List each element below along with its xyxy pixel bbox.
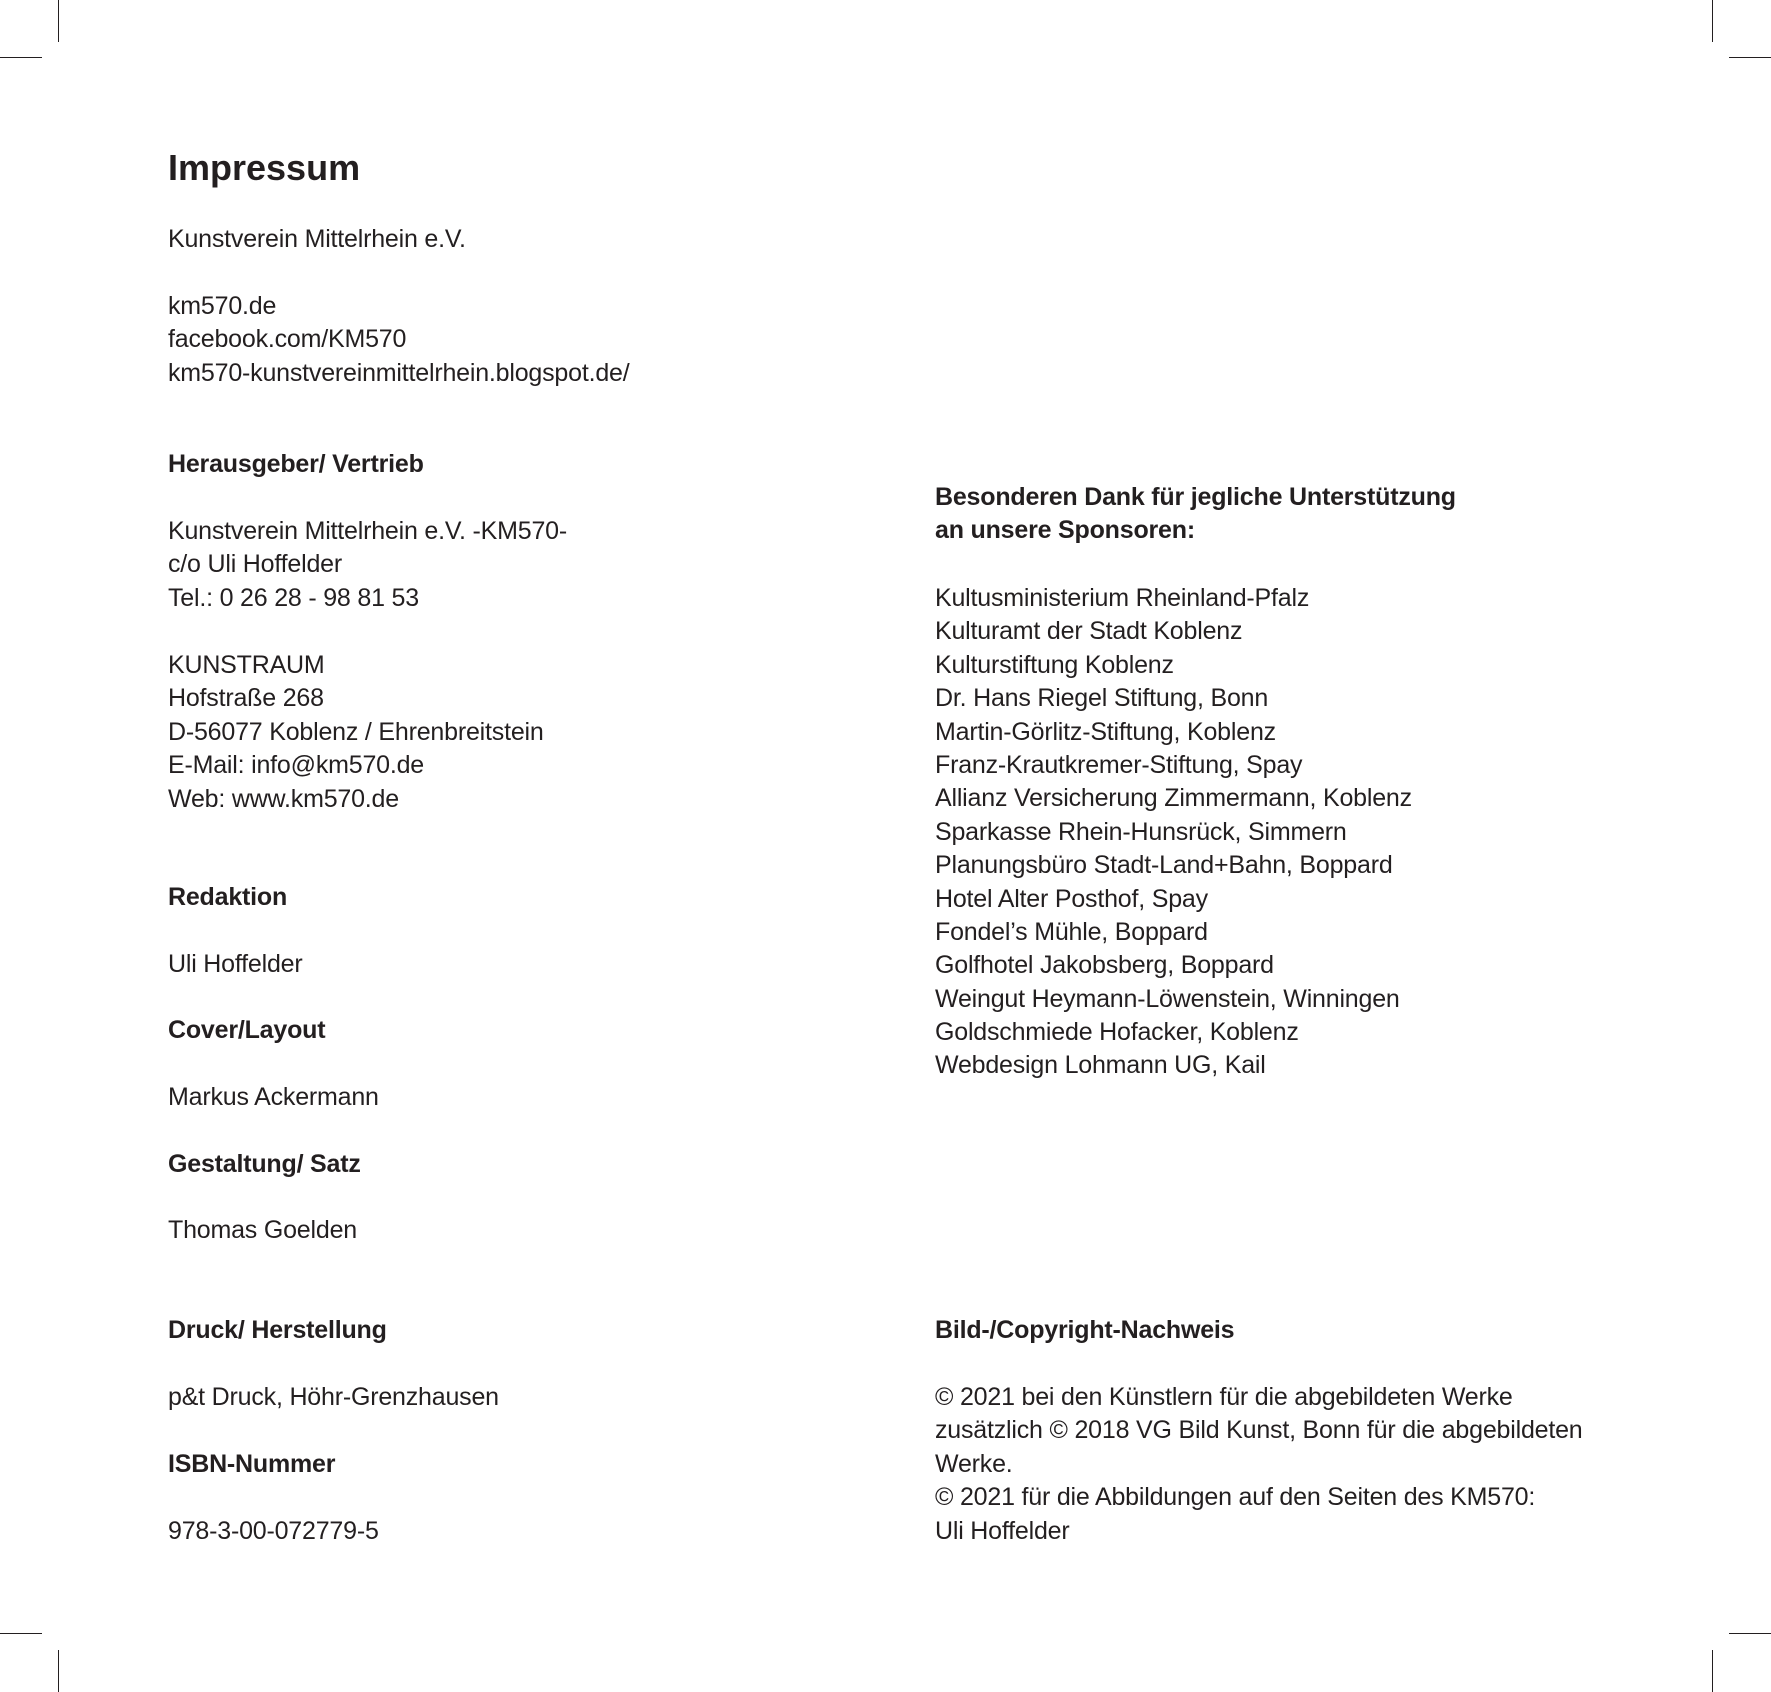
sponsor-item: Hotel Alter Posthof, Spay — [935, 884, 1208, 913]
web-link[interactable]: Web: www.km570.de — [168, 784, 399, 813]
editorial-value-block — [168, 948, 303, 981]
sponsor-item: Kultusministerium Rheinland-Pfalz — [935, 584, 1310, 612]
sponsor-item: Fondel’s Mühle, Boppard — [935, 917, 1208, 946]
sponsors-heading: Besonderen Dank für jegliche Unterstützung — [935, 483, 1456, 511]
org-name: Kunstverein Mittelrhein e.V. — [168, 225, 466, 253]
crop-mark-bottom-left-horizontal — [0, 1633, 42, 1634]
address-line: KUNSTRAUM — [168, 651, 325, 679]
sponsors-heading: an unsere Sponsoren: — [935, 516, 1195, 545]
copyright-line: zusätzlich © 2018 VG Bild Kunst, Bonn für die abgebildeten — [935, 1416, 1583, 1445]
sponsor-item: Martin-Görlitz-Stiftung, Koblenz — [935, 717, 1276, 746]
sponsor-item: Golfhotel Jakobsberg, Boppard — [935, 951, 1274, 980]
copyright-section — [935, 1314, 1234, 1347]
crop-mark-bottom-right-vertical — [1712, 1650, 1713, 1692]
isbn-section — [168, 1448, 335, 1481]
sponsors-heading-block — [935, 481, 1456, 548]
sponsor-item: Kulturstiftung Koblenz — [935, 650, 1174, 679]
sponsor-item: Franz-Krautkremer-Stiftung, Spay — [935, 750, 1303, 779]
website-link[interactable]: km570.de — [168, 292, 277, 320]
sponsor-item: Kulturamt der Stadt Koblenz — [935, 617, 1243, 646]
publisher-line: Kunstverein Mittelrhein e.V. -KM570- — [168, 517, 568, 545]
design-heading: Gestaltung/ Satz — [168, 1150, 361, 1178]
sponsor-item: Dr. Hans Riegel Stiftung, Bonn — [935, 684, 1269, 713]
sponsor-item: Allianz Versicherung Zimmermann, Koblenz — [935, 784, 1412, 813]
crop-mark-top-right-horizontal — [1729, 57, 1771, 58]
sponsor-item: Planungsbüro Stadt-Land+Bahn, Boppard — [935, 851, 1393, 880]
email-link[interactable]: E-Mail: info@km570.de — [168, 751, 425, 780]
crop-mark-bottom-right-horizontal — [1729, 1633, 1771, 1634]
copyright-line: Werke. — [935, 1449, 1013, 1478]
crop-mark-bottom-left-vertical — [58, 1650, 59, 1692]
publisher-heading: Herausgeber/ Vertrieb — [168, 450, 424, 478]
sponsor-item: Sparkasse Rhein-Hunsrück, Simmern — [935, 817, 1347, 846]
copyright-heading: Bild-/Copyright-Nachweis — [935, 1316, 1235, 1344]
editorial-value: Uli Hoffelder — [168, 950, 303, 978]
cover-value: Markus Ackermann — [168, 1083, 379, 1111]
copyright-line: Uli Hoffelder — [935, 1516, 1070, 1545]
sponsor-item: Goldschmiede Hofacker, Koblenz — [935, 1018, 1299, 1047]
editorial-section — [168, 881, 287, 914]
copyright-text — [935, 1381, 1583, 1548]
print-value-block — [168, 1381, 499, 1414]
print-heading: Druck/ Herstellung — [168, 1316, 387, 1344]
print-value: p&t Druck, Höhr-Grenzhausen — [168, 1383, 499, 1411]
editorial-heading: Redaktion — [168, 883, 288, 911]
copyright-line: © 2021 für die Abbildungen auf den Seiten des KM570: — [935, 1483, 1536, 1512]
page-title: Impressum — [168, 147, 361, 188]
publisher-address — [168, 649, 544, 816]
publisher-phone: Tel.: 0 26 28 - 98 81 53 — [168, 583, 419, 612]
crop-mark-top-left-vertical — [58, 0, 59, 42]
address-line: Hofstraße 268 — [168, 684, 324, 713]
isbn-value: 978-3-00-072779-5 — [168, 1517, 379, 1545]
sponsors-list — [935, 582, 1412, 1083]
publisher-contact — [168, 515, 567, 615]
print-section — [168, 1314, 387, 1347]
sponsor-item: Webdesign Lohmann UG, Kail — [935, 1051, 1266, 1080]
publisher-line: c/o Uli Hoffelder — [168, 550, 342, 579]
crop-mark-top-left-horizontal — [0, 57, 42, 58]
crop-mark-top-right-vertical — [1712, 0, 1713, 42]
facebook-link[interactable]: facebook.com/KM570 — [168, 325, 407, 354]
blog-link[interactable]: km570-kunstvereinmittelrhein.blogspot.de/ — [168, 358, 630, 387]
isbn-value-block — [168, 1515, 379, 1548]
cover-heading: Cover/Layout — [168, 1016, 326, 1044]
design-value-block — [168, 1214, 357, 1247]
design-value: Thomas Goelden — [168, 1216, 357, 1244]
address-line: D-56077 Koblenz / Ehrenbreitstein — [168, 717, 544, 746]
links-block — [168, 290, 630, 390]
publisher-section — [168, 448, 424, 481]
cover-value-block — [168, 1081, 379, 1114]
design-section — [168, 1148, 361, 1181]
copyright-line: © 2021 bei den Künstlern für die abgebildeten Werke — [935, 1383, 1513, 1411]
intro-block — [168, 223, 466, 256]
cover-section — [168, 1014, 325, 1047]
isbn-heading: ISBN-Nummer — [168, 1450, 336, 1478]
sponsor-item: Weingut Heymann-Löwenstein, Winningen — [935, 984, 1400, 1013]
